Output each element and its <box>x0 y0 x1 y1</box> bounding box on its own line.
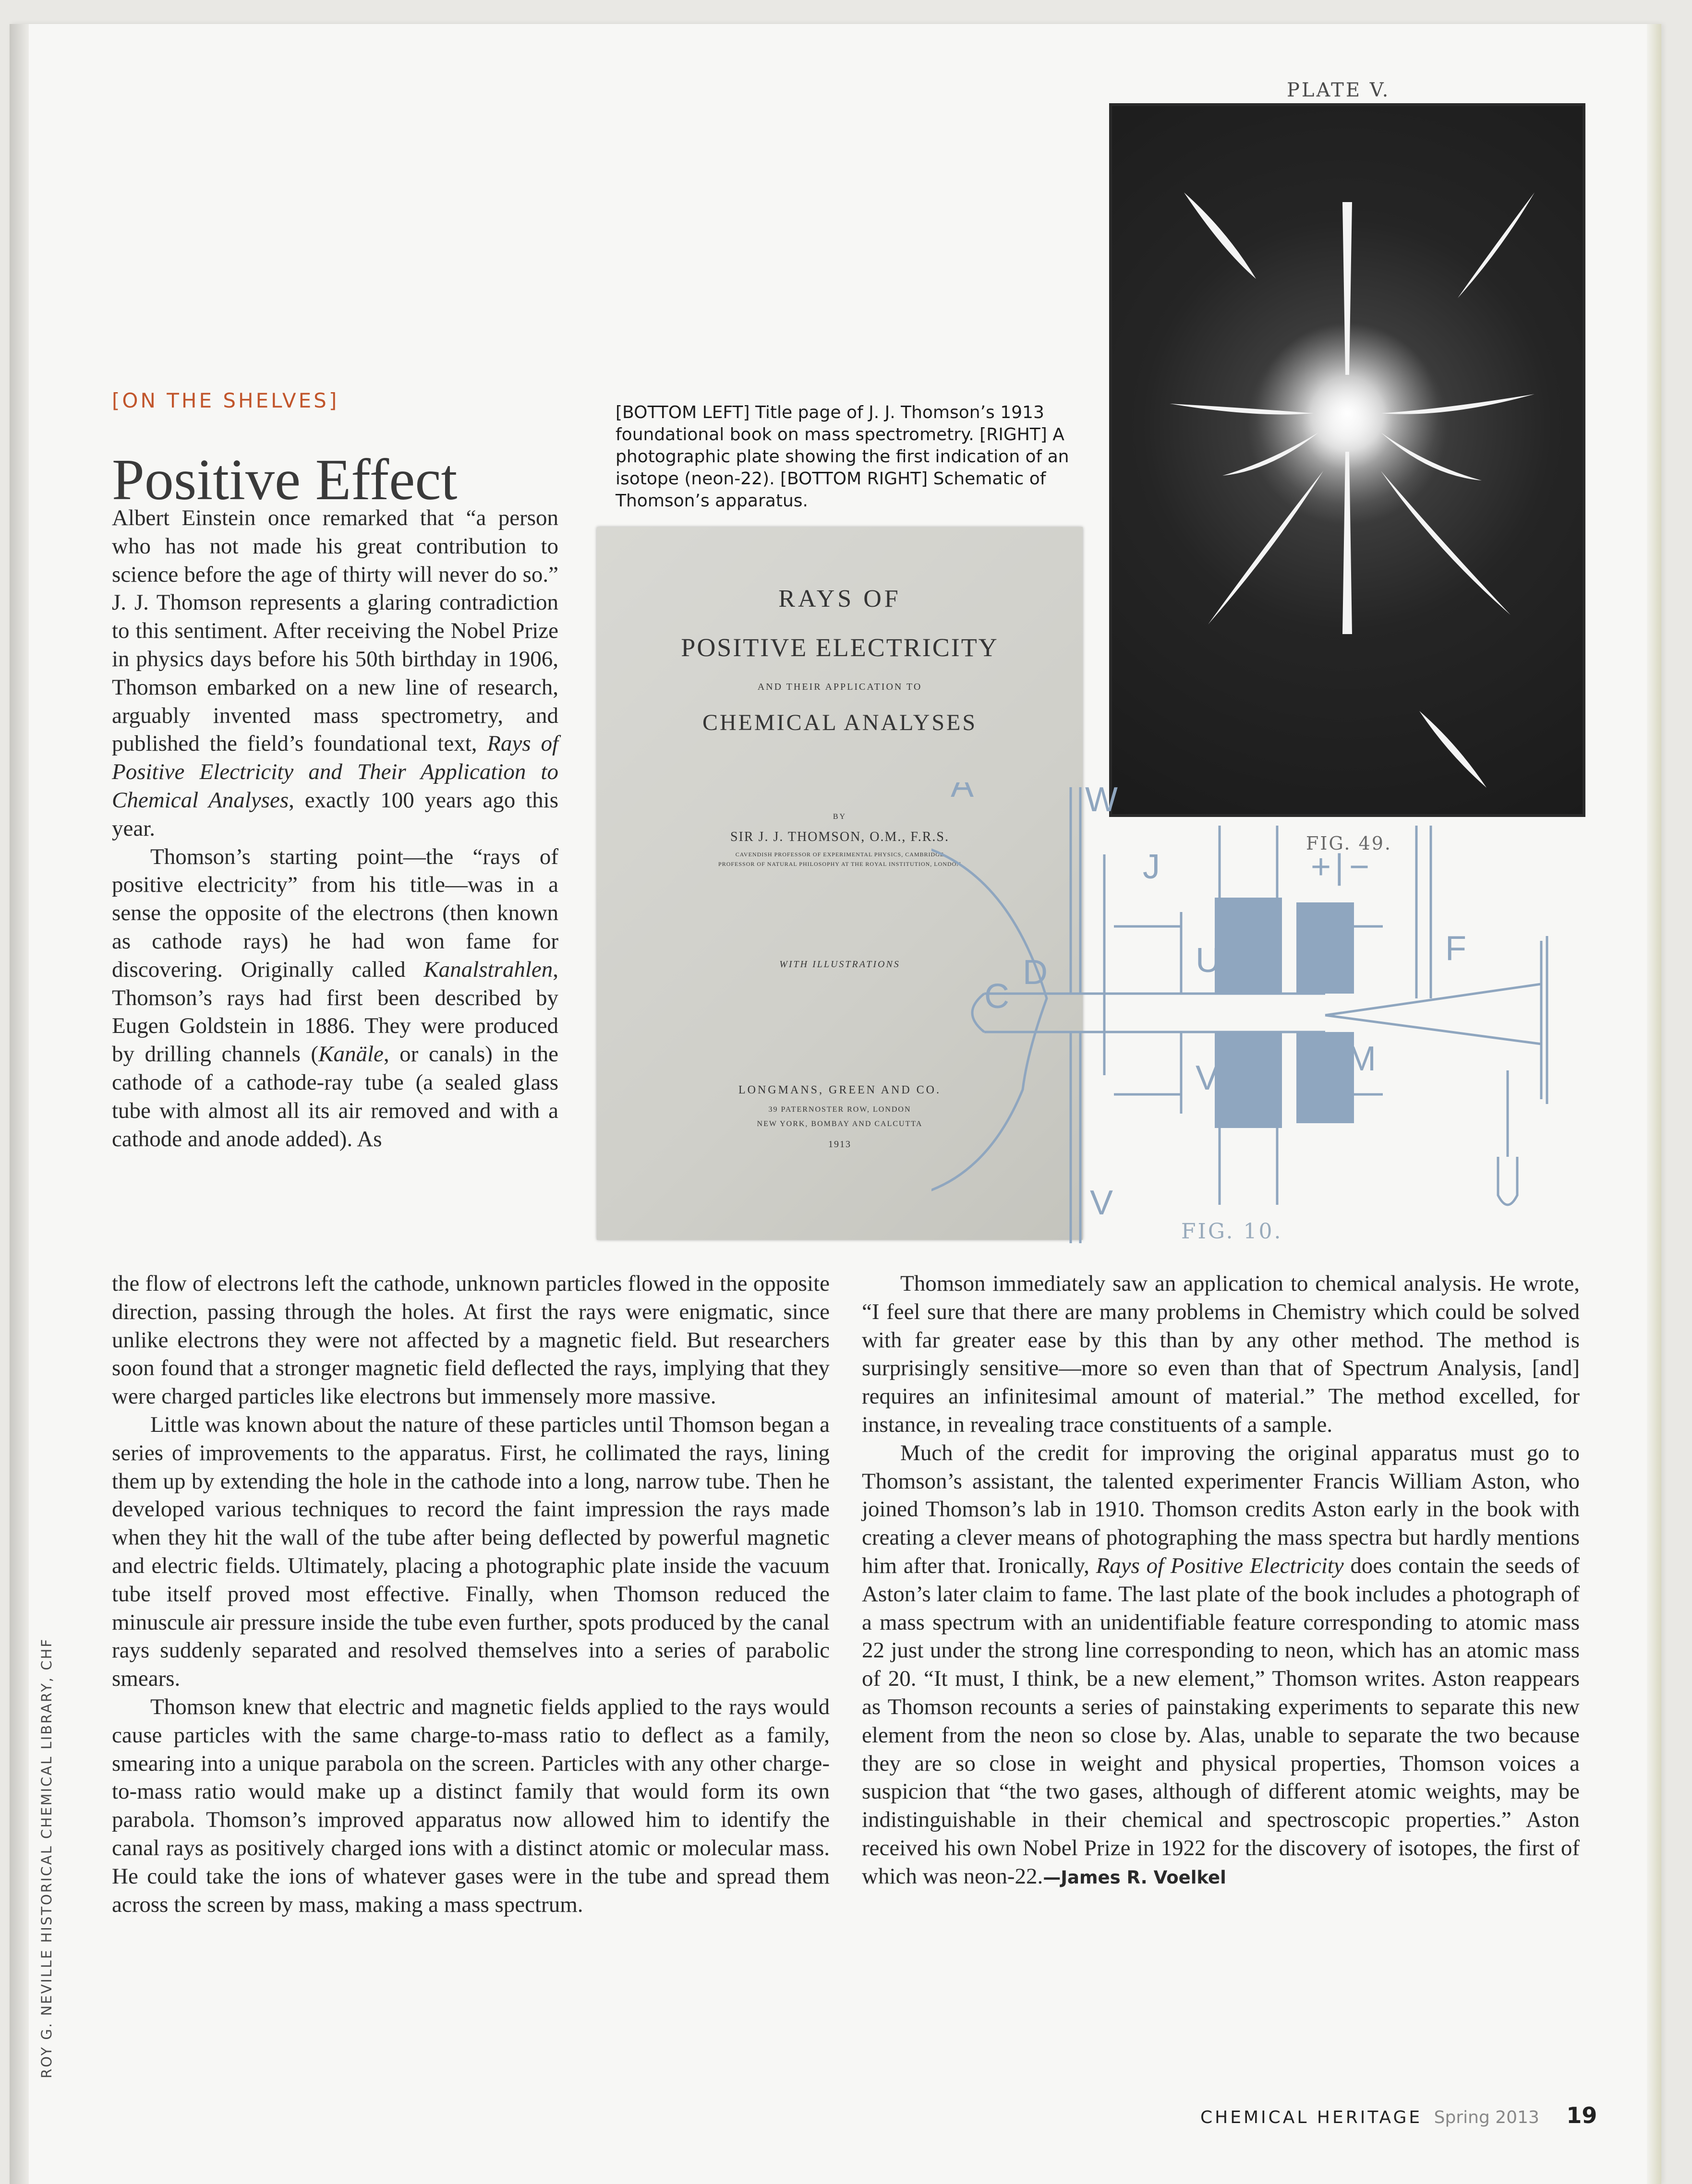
book-author-position1: CAVENDISH PROFESSOR OF EXPERIMENTAL PHYSICS, CAMBRIDGE <box>735 851 944 858</box>
kanale-term: Kanäle <box>318 1042 384 1067</box>
paragraph-4: Thomson knew that electric and magnetic fields applied to the rays would cause particles with the same charge-to-mass ratio to deflect as a family, smearing into a unique parabola on the screen. Particles with any other charge-to-mass ratio would make up a distinct family that would form its own parabola. Thomson’s improved apparatus now allowed him to identify the canal rays as positively charged ions with a distinct atomic or molecular mass. He could take the ions of whatever gases were in the tube and spread them across the screen by mass, making a mass spectrum. <box>112 1694 830 1917</box>
book-by: BY <box>833 813 847 821</box>
book-address1: 39 PATERNOSTER ROW, LONDON <box>768 1105 911 1114</box>
page-number: 19 <box>1566 2102 1597 2128</box>
paragraph-2-text-c: , or canals) in the cathode of a cathode-ray tube (a sealed glass tube with almost all its air removed and with a cathode and anode added). As <box>112 1042 558 1152</box>
book-title-line4: CHEMICAL ANALYSES <box>702 710 978 735</box>
paragraph-2-continued: the flow of electrons left the cathode, unknown particles flowed in the opposite direction, passing through the holes. At first the rays were enigmatic, since unlike electrons they were not affected by a magnetic field. But researchers soon found that a stronger magnetic field deflected the rays, implying that they were charged particles like electrons but immensely more massive. <box>112 1271 830 1409</box>
paragraph-1 <box>112 504 558 843</box>
photographic-plate-image <box>1109 103 1585 817</box>
schematic-label-a: A <box>951 782 974 804</box>
schematic-drawing <box>931 782 1575 1258</box>
article-headline: Positive Effect <box>112 447 458 512</box>
schematic-label-qm: QM <box>1320 1040 1376 1078</box>
schematic-label-f: F <box>1445 929 1466 968</box>
book-title-reference: Rays of Positive Electricity and Their Application to Chemical Analyses <box>112 731 559 813</box>
paragraph-6-text-a: Much of the credit for improving the original apparatus must go to Thomson’s assistant, the talented experimenter Francis William Aston, who joined Thomson’s lab in 1910. Thomson credits Aston early in the book with creating a clever means of photographing the mass spectra but hardly mentions him after that. Ironically, <box>862 1440 1580 1578</box>
paragraph-5: Thomson immediately saw an application to chemical analysis. He wrote, “I feel sure that there are many problems in Chemistry which could be solved with far greater ease by this than by any other method. The method is surprisingly sensitive—more so even than that of Spectrum Analysis, [and] requires an infinitesimal amount of material.” The method excelled, for instance, in revealing trace constituents of a sample. <box>862 1271 1580 1437</box>
page-edge <box>1647 24 1661 2184</box>
schematic-label-v: V <box>1196 1059 1219 1097</box>
book-illustrations: WITH ILLUSTRATIONS <box>779 959 900 970</box>
issue-season: Spring 2013 <box>1434 2108 1539 2127</box>
paragraph-6-text-b: does contain the seeds of Aston’s later claim to fame. The last plate of the book includes a photograph of a mass spectrum with an unidentifiable feature corresponding to atomic mass 22 just under the strong line corresponding to neon, which has an atomic mass of 20. “It must, I think, be a new element,” Thomson writes. Aston reappears as Thomson recounts a series of painstaking experiments to separate this new element from the neon so close by. Alas, unable to separate the two because they are so close in weight and physical properties, Thomson voices a suspicion that “the two gases, although of different atomic weights, may be indistinguishable in their chemical and spectroscopic properties.” Aston received his own Nobel Prize in 1922 for the discovery of isotopes, the first of which was neon-22. <box>862 1553 1580 1889</box>
paragraph-3: Little was known about the nature of these particles until Thomson began a series of improvements to the apparatus. First, he collimated the rays, lining them up by extending the hole in the cathode into a long, narrow tube. Then he developed various techniques to record the faint impression the rays made when they hit the wall of the tube after being deflected by powerful magnetic and electric fields. Ultimately, placing a photographic plate inside the vacuum tube itself proved most effective. Finally, when Thomson reduced the minuscule air pressure inside the tube even further, spots produced by the canal rays suddenly separated and resolved themselves into a series of parabolic smears. <box>112 1412 830 1692</box>
schematic-label-v-bottom: V <box>1090 1184 1113 1222</box>
paragraph-2-text-a: Thomson’s starting point—the “rays of positive electricity” from his title—was in a sense the opposite of the electrons (then known as cathode rays) he had won fame for discovering. Originally called <box>112 844 558 982</box>
plate-label: PLATE V. <box>1287 79 1390 101</box>
body-column-left-wide <box>112 1270 830 1919</box>
image-credit: ROY G. NEVILLE HISTORICAL CHEMICAL LIBRARY, CHF <box>38 1638 55 2078</box>
book-title-reference-2: Rays of Positive Electricity <box>1096 1553 1344 1578</box>
book-author-position2: PROFESSOR OF NATURAL PHILOSOPHY AT THE ROYAL INSTITUTION, LONDON <box>718 861 961 867</box>
paragraph-2 <box>112 843 558 1153</box>
author-byline: —James R. Voelkel <box>1043 1867 1226 1888</box>
book-title-line3: AND THEIR APPLICATION TO <box>757 682 922 692</box>
book-author: SIR J. J. THOMSON, O.M., F.R.S. <box>730 829 949 844</box>
figure-caption: [BOTTOM LEFT] Title page of J. J. Thomson’s 1913 foundational book on mass spectrometry. [RIGHT] A photographic plate showing the first indication of an isotope (neon-22). [BOTTOM RIGHT] Schematic of Thomson’s apparatus. <box>616 403 1069 511</box>
paragraph-1-text: Albert Einstein once remarked that “a person who has not made his great contribution to science before the age of thirty will never do so.” J. J. Thomson represents a glaring contradiction to this sentiment. After receiving the Nobel Prize in physics days before his 50th birthday in 1906, Thomson embarked on a new line of research, arguably invented mass spectrometry, and published the field’s foundational text, <box>112 505 558 756</box>
kanalstrahlen-term: Kanalstrahlen <box>423 957 553 982</box>
body-column-right <box>862 1270 1580 1892</box>
schematic-label-c: C <box>984 977 1009 1016</box>
parabola-streaks <box>1112 106 1583 814</box>
schematic-label-plus: + <box>1311 848 1331 886</box>
magazine-name: CHEMICAL HERITAGE <box>1200 2108 1423 2127</box>
page-gutter-shadow <box>10 24 29 2184</box>
paragraph-2-text-b: , Thomson’s rays had first been described by Eugen Goldstein in 1886. They were produced by drilling channels ( <box>112 957 558 1067</box>
book-publisher: LONGMANS, GREEN AND CO. <box>738 1084 941 1096</box>
section-kicker: [ON THE SHELVES] <box>112 389 339 412</box>
page-footer <box>1200 2102 1597 2128</box>
book-title-line2: POSITIVE ELECTRICITY <box>681 633 999 662</box>
paragraph-6 <box>862 1439 1580 1892</box>
fig10-label: FIG. 10. <box>1181 1219 1283 1244</box>
apparatus-schematic <box>931 782 1575 1258</box>
paragraph-1-end: , exactly 100 years ago this year. <box>112 787 558 841</box>
schematic-label-pl: PL <box>1301 924 1344 963</box>
schematic-label-w: W <box>1085 782 1118 819</box>
schematic-label-d: D <box>1023 953 1048 992</box>
schematic-label-j: J <box>1143 848 1160 886</box>
schematic-label-minus: − <box>1349 848 1370 886</box>
fig49-label: FIG. 49. <box>1306 833 1392 854</box>
magazine-page <box>10 24 1661 2184</box>
book-title-line1: RAYS OF <box>778 585 901 612</box>
schematic-label-bar: | <box>1335 848 1344 886</box>
book-address2: NEW YORK, BOMBAY AND CALCUTTA <box>757 1120 923 1128</box>
schematic-label-u: U <box>1196 941 1221 980</box>
body-column-left-narrow <box>112 504 558 1153</box>
book-year: 1913 <box>828 1139 851 1150</box>
